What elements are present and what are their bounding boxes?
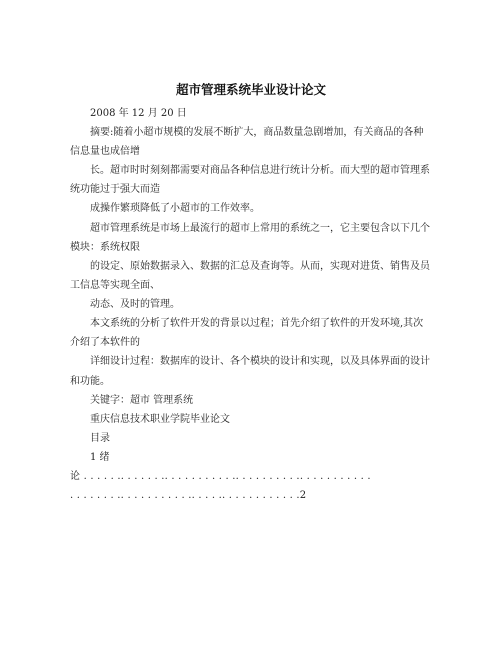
abstract-line: 统功能过于强大而造: [70, 184, 160, 195]
body-line: 工信息等实现全面、: [70, 280, 160, 291]
document-date: 2008 年 12 月 20 日: [90, 108, 187, 119]
college-line: 重庆信息技术职业学院毕业论文: [90, 414, 230, 425]
toc-entry-dots-page: . . . . . . . .. . . . . . . . . . .. . . . .. . . . . . . . . . . .2: [70, 490, 307, 501]
toc-entry-dots: 论 . . . . . .. . . . . . .. . . . . . . . . . .. . . . . . . . . .. . . . . . . . . . .: [70, 471, 371, 482]
toc-heading: 目录: [90, 433, 110, 444]
toc-entry-number: 1 绪: [90, 452, 110, 463]
abstract-line: 信息量也成倍增: [70, 146, 140, 157]
keywords-line: 关键字：超市 管理系统: [90, 395, 194, 406]
body-line: 动态、及时的管理。: [90, 299, 180, 310]
body-line: 模块：系统权限: [70, 242, 140, 253]
abstract-line: 长。超市时时刻刻都需要对商品各种信息进行统计分析。而大型的超市管理系: [90, 165, 430, 176]
abstract-line: 摘要:随着小超市规模的发展不断扩大，商品数量急剧增加，有关商品的各种: [90, 127, 424, 138]
body-line: 和功能。: [70, 376, 110, 387]
body-line: 详细设计过程：数据库的设计、各个模块的设计和实现，以及具体界面的设计: [90, 356, 430, 367]
body-line: 超市管理系统是市场上最流行的超市上常用的系统之一，它主要包含以下几个: [90, 223, 430, 234]
body-line: 本文系统的分析了软件开发的背景以过程；首先介绍了软件的开发环境,其次: [90, 318, 424, 329]
body-line: 介绍了本软件的: [70, 337, 140, 348]
abstract-line: 成操作繁琐降低了小超市的工作效率。: [90, 203, 260, 214]
document-title: 超市管理系统毕业设计论文: [175, 82, 326, 97]
body-line: 的设定、原始数据录入、数据的汇总及查询等。从而，实现对进货、销售及员: [90, 261, 430, 272]
